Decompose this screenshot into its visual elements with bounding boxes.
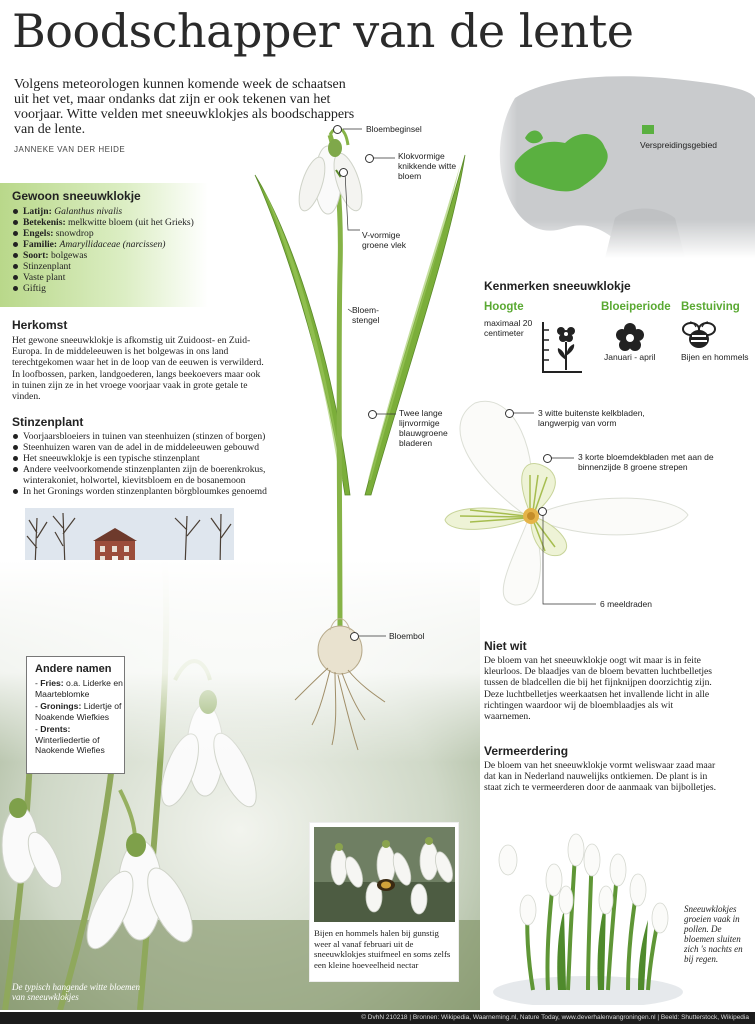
facts-item: Latijn: Galanthus nivalis <box>12 206 208 217</box>
clump-caption: Sneeuwklokjes groeien vaak in pollen. De bloemen sluiten zich 's nachts en bij regen. <box>684 904 743 964</box>
kenmerken-title: Kenmerken sneeuwklokje <box>484 279 631 293</box>
andere-namen-item: - Fries: o.a. Liderke en Maarteblomke <box>35 678 123 699</box>
facts-item: Familie: Amaryllidaceae (narcissen) <box>12 239 208 250</box>
footer-credits: © DvhN 210218 | Bronnen: Wikipedia, Waarneming.nl, Nature Today, www.deverhalenvangroningen.nl | Beeld: Shutterstock, Wikipedia <box>0 1012 755 1024</box>
stinzenplant-item: Het sneeuwklokje is een typische stinzenplant <box>12 453 294 464</box>
stinzenplant-item: Andere veelvoorkomende stinzenplanten zijn de boerenkrokus, winterakoniet, holwortel, kievitsbloem en de bosanemoon <box>12 464 294 486</box>
label-bladeren: Twee lange lijnvormige blauwgroene bladeren <box>399 408 448 448</box>
label-bloembol: Bloembol <box>389 631 425 641</box>
label-dot <box>339 168 348 177</box>
bee-icon <box>680 321 718 351</box>
stinzenplant-item: Steenhuizen waren van de adel in de middeleeuwen gebouwd <box>12 442 294 453</box>
bestuiving-text: Bijen en hommels <box>681 352 749 362</box>
stinzenplant-title: Stinzenplant <box>12 415 84 429</box>
label-meeldraden: 6 meeldraden <box>600 599 652 609</box>
label-dot <box>333 125 342 134</box>
page-title: Boodschapper van de lente <box>12 4 634 58</box>
intro-text: Volgens meteorologen kunnen komende week de schaatsen uit het vet, maar ondanks dat zijn er ook tekenen van het voorjaar. Witte velden met sneeuwklokjes als boodschappers van de lente. <box>14 77 355 137</box>
vermeerdering-text: De bloem van het sneeuwklokje vormt weliswaar zaad maar dat kan in Nederland nauwelijks ontkiemen. De plant is in staat zich te vermeerderen door de aanmaak van bijbolletjes. <box>484 760 717 794</box>
height-icon <box>540 320 584 376</box>
snowdrop-clump-photo <box>488 800 688 1005</box>
facts-item: Giftig <box>12 283 208 294</box>
facts-item: Betekenis: melkwitte bloem (uit het Grieks) <box>12 217 208 228</box>
andere-namen-item: - Drents: Winterliedertie of Naokende Wiefies <box>35 724 105 755</box>
facts-item: Engels: snowdrop <box>12 228 208 239</box>
bee-caption: Bijen en hommels halen bij gunstig weer al vanaf februari uit de sneeuwklokjes stuifmeel en soms zelfs een kleine hoeveelheid nectar <box>314 928 451 970</box>
flower-icon <box>614 321 646 353</box>
label-dot <box>543 454 552 463</box>
hoogte-text: maximaal 20 centimeter <box>484 318 533 338</box>
label-bloemdekbladen: 3 korte bloemdekbladen met aan de binnenzijde 8 groene strepen <box>578 452 714 472</box>
byline: JANNEKE VAN DER HEIDE <box>14 145 126 154</box>
facts-title: Gewoon sneeuwklokje <box>12 189 141 203</box>
bloeiperiode-title: Bloeiperiode <box>601 301 671 313</box>
label-bloembeginsel: Bloembeginsel <box>366 124 422 134</box>
bottom-photo-caption: De typisch hangende witte bloemen van sneeuwklokjes <box>12 982 140 1002</box>
bestuiving-title: Bestuiving <box>681 301 740 313</box>
label-dot <box>350 632 359 641</box>
distribution-map <box>485 68 755 258</box>
facts-item: Soort: bolgewas <box>12 250 208 261</box>
stinzenplant-item: In het Gronings worden stinzenplanten börgbloumkes genoemd <box>12 486 294 497</box>
label-dot <box>538 507 547 516</box>
niet-wit-text: De bloem van het sneeuwklokje oogt wit maar is in feite kleurloos. De blaadjes van de bloem bevatten luchtbelletjes tussen de bladcellen die bij het fijnknijpen doorzichtig zijn. Deze luchtbelletjes weerkaatsen het invallende licht in alle richtingen waardoor wij de bloemblaadjes als wit waarnemen. <box>484 655 713 723</box>
herkomst-text: Het gewone sneeuwklokje is afkomstig uit Zuidoost- en Zuid-Europa. In de middeleeuwen is het bolgewas in ons land terechtgekomen waar het in de loop van de eeuwen is verwilderd. In loofbossen, parken, landgoederen, langs beekoevers maar ook in tuinen zijn ze in het vroege voorjaar vaak in grote getale te vinden. <box>12 335 264 403</box>
legend-swatch <box>642 125 654 134</box>
stinzenplant-item: Voorjaarsbloeiers in tuinen van steenhuizen (stinzen of borgen) <box>12 431 294 442</box>
label-vvormig: V-vormige groene vlek <box>362 230 406 250</box>
label-kelkbladen: 3 witte buitenste kelkbladen, langwerpig van vorm <box>538 408 645 428</box>
label-dot <box>365 154 374 163</box>
label-bloemstengel: Bloem-stengel <box>352 305 380 325</box>
vermeerdering-title: Vermeerdering <box>484 744 569 758</box>
legend-label: Verspreidingsgebied <box>640 140 718 150</box>
label-klokvormig: Klokvormige knikkende witte bloem <box>398 151 457 181</box>
facts-item: Stinzenplant <box>12 261 208 272</box>
herkomst-title: Herkomst <box>12 318 68 332</box>
andere-namen-title: Andere namen <box>35 663 112 675</box>
hoogte-title: Hoogte <box>484 301 524 313</box>
andere-namen-item: - Gronings: Lidertje of Noakende Wiefkies <box>35 701 122 722</box>
label-dot <box>368 410 377 419</box>
bloeiperiode-text: Januari - april <box>604 352 656 362</box>
label-dot <box>505 409 514 418</box>
facts-item: Vaste plant <box>12 272 208 283</box>
niet-wit-title: Niet wit <box>484 639 527 653</box>
